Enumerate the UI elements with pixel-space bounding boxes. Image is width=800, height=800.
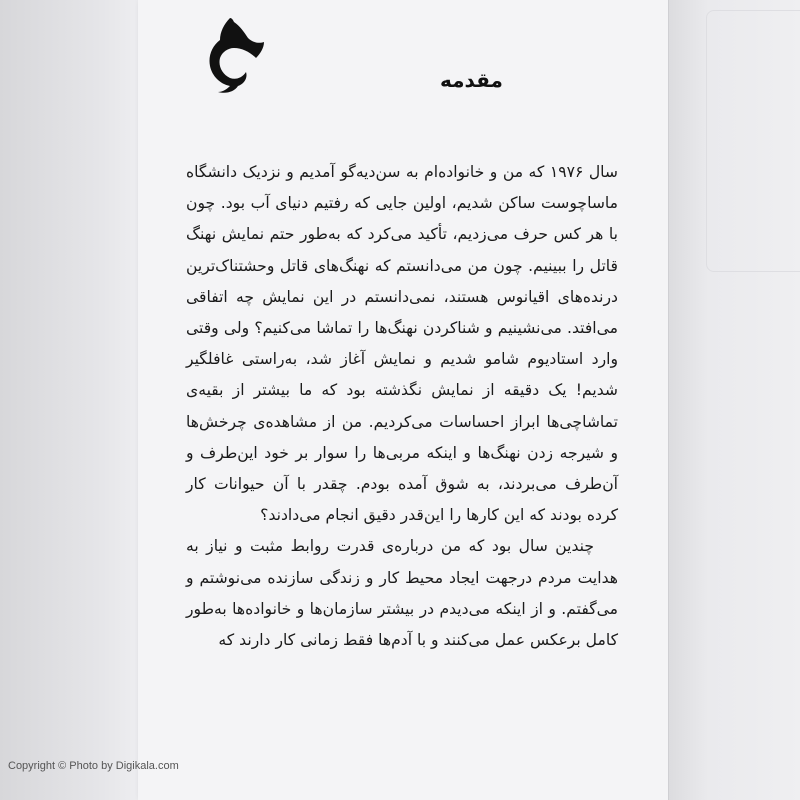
body-text	[186, 157, 618, 656]
paragraph-1: سال ۱۹۷۶ که من و خانواده‌ام به سن‌دیه‌گو آمدیم و نزدیک دانشگاه ماساچوست ساکن شدیم، اولین جایی که رفتیم دنیای آب بود. چون با هر کس حرف می‌زدیم، تأکید می‌کرد که به‌طور حتم نمایش نهنگ قاتل را ببینیم. چون من می‌دانستم که نهنگ‌های قاتل وحشتناک‌ترین درنده‌های اقیانوس هستند، نمی‌دانستم در این نمایش چه اتفاقی می‌افتد. می‌نشینیم و شناکردن نهنگ‌ها را تماشا می‌کنیم؟ ولی وقتی وارد استادیوم شامو شدیم و نمایش آغاز شد، به‌راستی غافلگیر شدیم! یک دقیقه از نمایش نگذشته بود که ما بیشتر از بقیه‌ی تماشاچی‌ها ابراز احساسات می‌کردیم. من از مشاهده‌ی چرخش‌ها و شیرجه زدن نهنگ‌ها و اینکه مربی‌ها را سوار بر خود این‌طرف و آن‌طرف می‌بردند، به شوق آمده بودم. چقدر با آن حیوانات کار کرده بودند که این کارها را این‌قدر دقیق انجام می‌دادند؟	[186, 163, 619, 525]
left-page-edge	[0, 0, 138, 800]
chapter-header	[200, 12, 503, 94]
chapter-title: مقدمه	[440, 68, 503, 92]
paragraph-2: چندین سال بود که من درباره‌ی قدرت روابط مثبت و نیاز به هدایت مردم درجهت ایجاد محیط کار و زندگی سازنده می‌نوشتم و می‌گفتم. و از اینکه می‌دیدم در بیشتر سازمان‌ها و خانواده‌ها به‌طور کامل برعکس عمل می‌کنند و با آدم‌ها فقط زمانی کار دارند که	[186, 537, 618, 650]
copyright-notice: Copyright © Photo by Digikala.com	[8, 760, 179, 772]
orca-whale-icon	[200, 12, 270, 94]
show-through-frame	[706, 10, 800, 272]
